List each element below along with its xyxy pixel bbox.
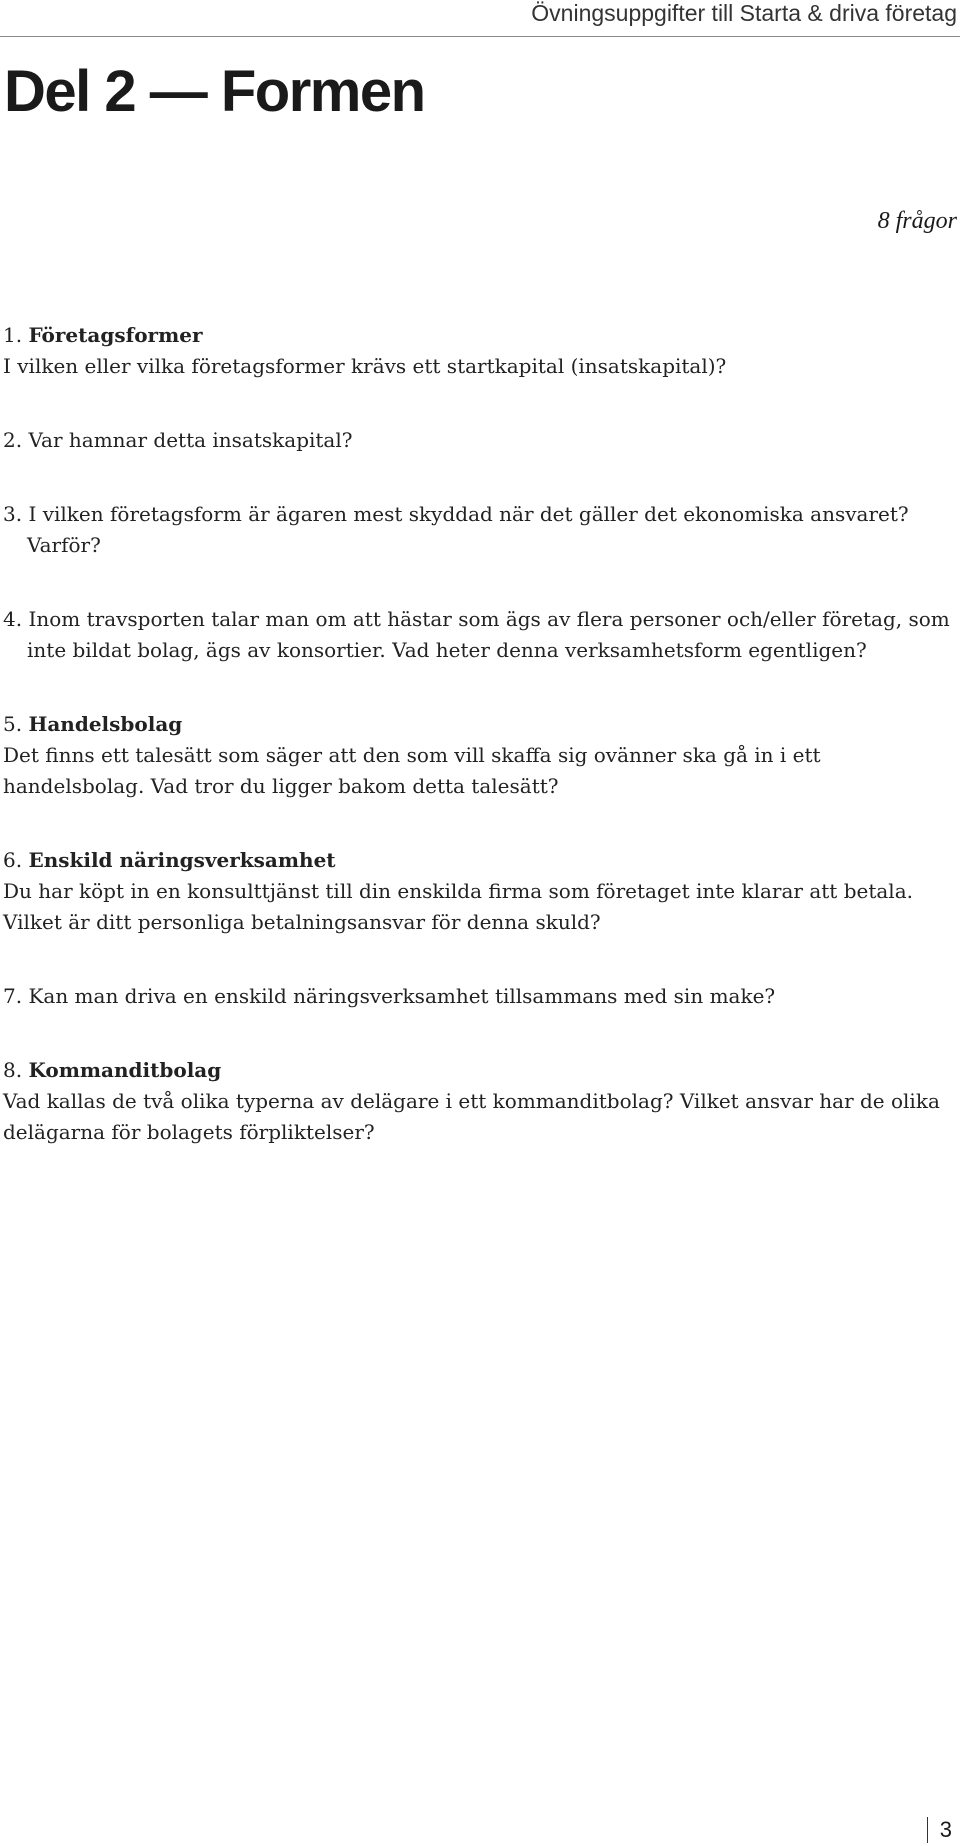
question-heading-text: Enskild näringsverksamhet (28, 848, 336, 872)
question-number: 6. (3, 848, 23, 872)
question-heading (3, 709, 953, 740)
question-text: I vilken eller vilka företagsformer krävs ett startkapital (insatskapital)? (3, 354, 727, 378)
question-text: I vilken företagsform är ägaren mest skyddad när det gäller det ekonomiska ansvaret? Varför? (27, 502, 909, 557)
question-number: 7. (3, 984, 23, 1008)
question-text: Det finns ett talesätt som säger att den som vill skaffa sig ovänner ska gå in i ett handelsbolag. Vad tror du ligger bakom detta talesätt? (3, 743, 821, 798)
page-number: 3 (927, 1817, 952, 1843)
question-heading (3, 320, 953, 351)
question-7 (3, 981, 953, 1012)
question-number: 1. (3, 323, 23, 347)
question-4 (3, 604, 953, 666)
question-6 (3, 845, 953, 938)
question-count: 8 frågor (877, 208, 957, 234)
question-text: Inom travsporten talar man om att hästar som ägs av flera personer och/eller företag, som inte bildat bolag, ägs av konsortier. Vad heter denna verksamhetsform egentligen? (27, 607, 950, 662)
question-1 (3, 320, 953, 382)
question-5 (3, 709, 953, 802)
question-number: 4. (3, 607, 23, 631)
question-list (3, 320, 953, 1191)
running-header: Övningsuppgifter till Starta & driva företag (531, 0, 957, 26)
header-divider (0, 36, 960, 37)
question-number: 3. (3, 502, 23, 526)
question-text: Du har köpt in en konsulttjänst till din enskilda firma som företaget inte klarar att betala. Vilket är ditt personliga betalningsansvar för denna skuld? (3, 879, 913, 934)
question-8 (3, 1055, 953, 1148)
question-number: 5. (3, 712, 23, 736)
question-3 (3, 499, 953, 561)
question-number: 2. (3, 428, 23, 452)
question-heading-text: Kommanditbolag (28, 1058, 222, 1082)
question-number: 8. (3, 1058, 23, 1082)
question-heading-text: Handelsbolag (28, 712, 183, 736)
question-heading (3, 845, 953, 876)
page-title: Del 2 — Formen (4, 59, 425, 124)
question-heading-text: Företagsformer (28, 323, 203, 347)
question-heading (3, 1055, 953, 1086)
question-text: Var hamnar detta insatskapital? (28, 428, 353, 452)
question-text: Vad kallas de två olika typerna av delägare i ett kommanditbolag? Vilket ansvar har de olika delägarna för bolagets förpliktelser? (3, 1089, 940, 1144)
question-2 (3, 425, 953, 456)
question-text: Kan man driva en enskild näringsverksamhet tillsammans med sin make? (28, 984, 776, 1008)
